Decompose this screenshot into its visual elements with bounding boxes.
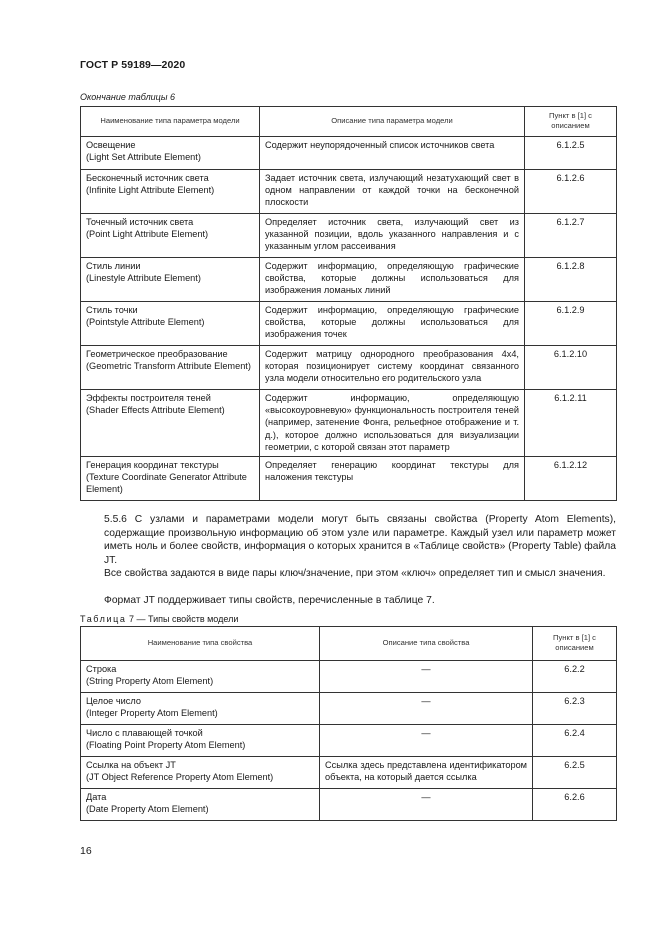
row-name: Число с плавающей точкой (Floating Point Property Atom Element) [81, 725, 320, 757]
table-row [81, 661, 617, 693]
row-ref: 6.2.3 [533, 693, 617, 725]
row-ref: 6.1.2.11 [525, 390, 617, 457]
row-ref: 6.1.2.6 [525, 170, 617, 214]
document-standard-title: ГОСТ Р 59189—2020 [80, 59, 186, 71]
row-name: Стиль линии (Linestyle Attribute Element) [81, 258, 260, 302]
row-desc: — [320, 693, 533, 725]
row-ref: 6.1.2.5 [525, 137, 617, 170]
row-desc: Содержит информацию, определяющую графические свойства, которые должны использоваться для изображения точек [260, 302, 525, 346]
row-ref: 6.1.2.8 [525, 258, 617, 302]
table6-header-row [81, 107, 617, 137]
row-name: Целое число (Integer Property Atom Element) [81, 693, 320, 725]
table-6 [80, 106, 617, 501]
table-row [81, 757, 617, 789]
table-row [81, 170, 617, 214]
row-ref: 6.2.2 [533, 661, 617, 693]
row-ref: 6.2.4 [533, 725, 617, 757]
table6-col-desc-header: Описание типа параметра модели [260, 107, 525, 137]
row-name: Генерация координат текстуры (Texture Coordinate Generator Attribute Element) [81, 457, 260, 501]
table6-col-name-header: Наименование типа параметра модели [81, 107, 260, 137]
row-desc: Определяет источник света, излучающий свет из указанной позиции, вдоль указанного направления и с указанным углом рассеивания [260, 214, 525, 258]
row-ref: 6.2.5 [533, 757, 617, 789]
row-ref: 6.1.2.12 [525, 457, 617, 501]
table-row [81, 302, 617, 346]
table-row [81, 214, 617, 258]
row-ref: 6.1.2.10 [525, 346, 617, 390]
row-name: Освещение (Light Set Attribute Element) [81, 137, 260, 170]
row-desc: Содержит неупорядоченный список источников света [260, 137, 525, 170]
table7-col-name-header: Наименование типа свойства [81, 627, 320, 661]
table-row [81, 137, 617, 170]
table-row [81, 789, 617, 821]
table7-col-desc-header: Описание типа свойства [320, 627, 533, 661]
table-7 [80, 626, 617, 821]
table6-col-ref-header: Пункт в [1] с описанием [525, 107, 617, 137]
table-row [81, 258, 617, 302]
page-number: 16 [80, 845, 92, 857]
table-row [81, 725, 617, 757]
row-name: Строка (String Property Atom Element) [81, 661, 320, 693]
row-desc: — [320, 661, 533, 693]
row-name: Стиль точки (Pointstyle Attribute Element) [81, 302, 260, 346]
row-name: Дата (Date Property Atom Element) [81, 789, 320, 821]
row-desc: — [320, 789, 533, 821]
row-ref: 6.1.2.7 [525, 214, 617, 258]
table-row [81, 457, 617, 501]
table7-col-ref-header: Пункт в [1] с описанием [533, 627, 617, 661]
table-row [81, 346, 617, 390]
table7-header-row [81, 627, 617, 661]
row-name: Точечный источник света (Point Light Attribute Element) [81, 214, 260, 258]
paragraph-table7-ref: Формат JT поддерживает типы свойств, перечисленные в таблице 7. [104, 595, 435, 606]
row-ref: 6.1.2.9 [525, 302, 617, 346]
row-desc: Содержит информацию, определяющую «высокоуровневую» функциональность построителя теней (например, затенение Фонга, рельефное отображение и т. д.), которое должно использоваться для визуализации геометрии, с которой связан этот параметр [260, 390, 525, 457]
row-name: Бесконечный источник света (Infinite Light Attribute Element) [81, 170, 260, 214]
paragraph-5-5-6: 5.5.6 С узлами и параметрами модели могут быть связаны свойства (Property Atom Elements), содержащие произвольную информацию об этом узле или параметре. Каждый узел или параметр может иметь ноль и более свойств, информация о которых хранится в «Таблице свойств» (Property Table) файла JT. [104, 514, 616, 566]
row-desc: Ссылка здесь представлена идентификатором объекта, на который дается ссылка [320, 757, 533, 789]
table-row [81, 390, 617, 457]
row-desc: — [320, 725, 533, 757]
row-name: Эффекты построителя теней (Shader Effects Attribute Element) [81, 390, 260, 457]
row-desc: Содержит информацию, определяющую графические свойства, которые должны использоваться для изображения ломаных линий [260, 258, 525, 302]
table7-caption: Таблица 7 — Типы свойств модели [80, 614, 239, 624]
row-desc: Задает источник света, излучающий незатухающий свет в одном направлении от каждой точки на бесконечной плоскости [260, 170, 525, 214]
table6-caption: Окончание таблицы 6 [80, 92, 175, 102]
row-name: Геометрическое преобразование (Geometric Transform Attribute Element) [81, 346, 260, 390]
table-row [81, 693, 617, 725]
row-name: Ссылка на объект JT (JT Object Reference Property Atom Element) [81, 757, 320, 789]
row-desc: Определяет генерацию координат текстуры для наложения текстуры [260, 457, 525, 501]
row-ref: 6.2.6 [533, 789, 617, 821]
paragraph-key-value: Все свойства задаются в виде пары ключ/значение, при этом «ключ» определяет тип и смысл значения. [104, 568, 606, 579]
row-desc: Содержит матрицу однородного преобразования 4x4, которая позиционирует систему координат связанного узла модели относительно его родительского узла [260, 346, 525, 390]
